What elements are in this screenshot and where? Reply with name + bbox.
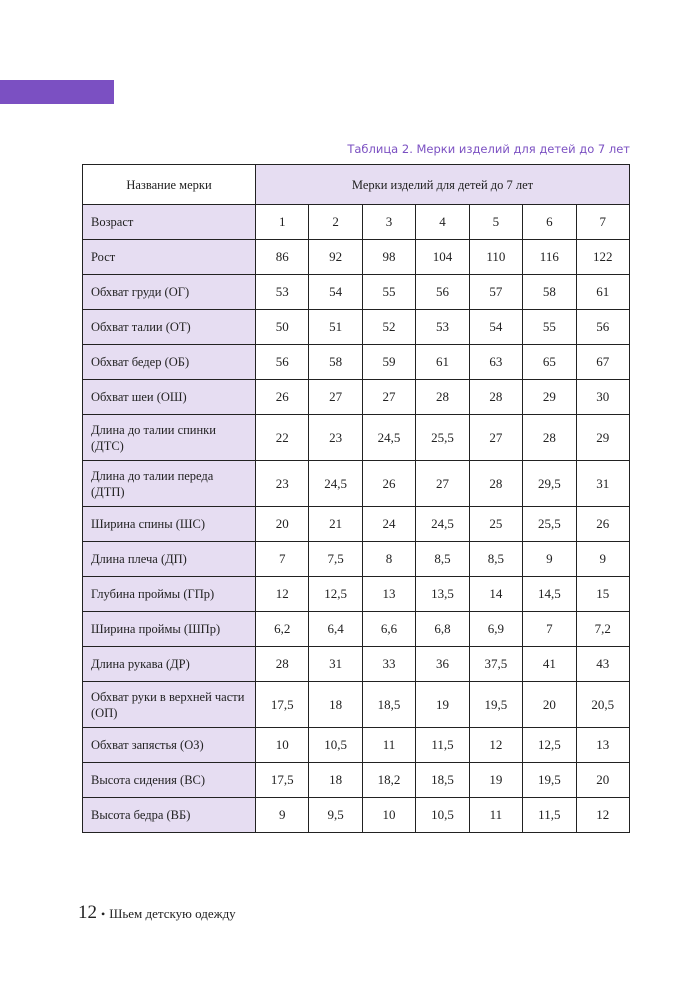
table-cell: 28	[416, 380, 469, 415]
table-cell: 61	[576, 275, 629, 310]
table-row	[83, 682, 630, 728]
table-cell: 20	[576, 763, 629, 798]
row-label: Длина плеча (ДП)	[83, 542, 256, 577]
table-cell: 41	[523, 647, 576, 682]
row-label: Обхват руки в верхней части (ОП)	[83, 682, 256, 728]
table-cell: 31	[576, 461, 629, 507]
table-cell: 21	[309, 507, 362, 542]
table-cell: 26	[256, 380, 309, 415]
table-cell: 6,2	[256, 612, 309, 647]
table-cell: 26	[362, 461, 415, 507]
table-cell: 9	[523, 542, 576, 577]
table-cell: 27	[362, 380, 415, 415]
table-cell: 13,5	[416, 577, 469, 612]
table-cell: 6,6	[362, 612, 415, 647]
table-cell: 6,8	[416, 612, 469, 647]
table-cell: 24	[362, 507, 415, 542]
row-label: Обхват шеи (ОШ)	[83, 380, 256, 415]
table-cell: 25	[469, 507, 522, 542]
table-cell: 53	[256, 275, 309, 310]
table-cell: 37,5	[469, 647, 522, 682]
table-cell: 28	[469, 380, 522, 415]
table-cell: 56	[256, 345, 309, 380]
table-cell: 122	[576, 240, 629, 275]
table-cell: 20	[256, 507, 309, 542]
row-label: Длина до талии переда (ДТП)	[83, 461, 256, 507]
table-cell: 28	[256, 647, 309, 682]
row-label: Возраст	[83, 205, 256, 240]
row-label: Обхват запястья (ОЗ)	[83, 728, 256, 763]
table-cell: 54	[469, 310, 522, 345]
table-cell: 29,5	[523, 461, 576, 507]
page-footer	[78, 902, 236, 924]
table-cell: 27	[309, 380, 362, 415]
table-cell: 23	[256, 461, 309, 507]
table-row	[83, 507, 630, 542]
table-cell: 4	[416, 205, 469, 240]
row-label: Обхват бедер (ОБ)	[83, 345, 256, 380]
table-cell: 5	[469, 205, 522, 240]
table-cell: 10	[362, 798, 415, 833]
table-cell: 12	[469, 728, 522, 763]
row-label: Длина до талии спинки (ДТС)	[83, 415, 256, 461]
table-cell: 56	[416, 275, 469, 310]
table-cell: 53	[416, 310, 469, 345]
accent-bar	[0, 80, 114, 104]
table-cell: 7,2	[576, 612, 629, 647]
table-row	[83, 380, 630, 415]
table-cell: 22	[256, 415, 309, 461]
table-cell: 54	[309, 275, 362, 310]
table-cell: 18	[309, 763, 362, 798]
table-row	[83, 728, 630, 763]
table-cell: 58	[309, 345, 362, 380]
book-title: Шьем детскую одежду	[109, 906, 236, 921]
table-cell: 52	[362, 310, 415, 345]
table-cell: 25,5	[523, 507, 576, 542]
row-label: Ширина проймы (ШПр)	[83, 612, 256, 647]
table-cell: 67	[576, 345, 629, 380]
table-cell: 1	[256, 205, 309, 240]
table-cell: 17,5	[256, 682, 309, 728]
table-cell: 10,5	[309, 728, 362, 763]
row-label: Обхват талии (ОТ)	[83, 310, 256, 345]
table-cell: 55	[362, 275, 415, 310]
table-cell: 6,4	[309, 612, 362, 647]
table-header-row	[83, 165, 630, 205]
table-cell: 24,5	[416, 507, 469, 542]
table-cell: 33	[362, 647, 415, 682]
row-label: Длина рукава (ДР)	[83, 647, 256, 682]
table-cell: 20	[523, 682, 576, 728]
measurements-table	[82, 164, 630, 833]
table-cell: 18,2	[362, 763, 415, 798]
table-row	[83, 542, 630, 577]
table-cell: 56	[576, 310, 629, 345]
table-cell: 110	[469, 240, 522, 275]
table-cell: 2	[309, 205, 362, 240]
table-cell: 12	[576, 798, 629, 833]
header-name-label: Название мерки	[83, 165, 256, 205]
table-cell: 8,5	[469, 542, 522, 577]
table-cell: 116	[523, 240, 576, 275]
table-cell: 55	[523, 310, 576, 345]
table-row	[83, 461, 630, 507]
table-cell: 57	[469, 275, 522, 310]
table-cell: 26	[576, 507, 629, 542]
table-cell: 15	[576, 577, 629, 612]
table-cell: 63	[469, 345, 522, 380]
table-cell: 20,5	[576, 682, 629, 728]
row-label: Обхват груди (ОГ)	[83, 275, 256, 310]
table-cell: 6,9	[469, 612, 522, 647]
table-cell: 58	[523, 275, 576, 310]
table-cell: 3	[362, 205, 415, 240]
row-label: Глубина проймы (ГПр)	[83, 577, 256, 612]
table-cell: 7	[576, 205, 629, 240]
table-cell: 13	[576, 728, 629, 763]
table-cell: 29	[576, 415, 629, 461]
table-cell: 14	[469, 577, 522, 612]
table-cell: 9	[576, 542, 629, 577]
table-cell: 27	[469, 415, 522, 461]
table-cell: 30	[576, 380, 629, 415]
table-cell: 19	[469, 763, 522, 798]
table-cell: 17,5	[256, 763, 309, 798]
table-cell: 51	[309, 310, 362, 345]
header-group-label: Мерки изделий для детей до 7 лет	[256, 165, 630, 205]
table-cell: 50	[256, 310, 309, 345]
table-cell: 92	[309, 240, 362, 275]
table-row	[83, 240, 630, 275]
table-cell: 8,5	[416, 542, 469, 577]
table-cell: 8	[362, 542, 415, 577]
table-cell: 11	[469, 798, 522, 833]
table-row	[83, 577, 630, 612]
table-cell: 31	[309, 647, 362, 682]
table-row	[83, 205, 630, 240]
table-cell: 24,5	[309, 461, 362, 507]
table-cell: 59	[362, 345, 415, 380]
table-row	[83, 798, 630, 833]
table-cell: 19,5	[523, 763, 576, 798]
table-cell: 9	[256, 798, 309, 833]
table-cell: 11,5	[523, 798, 576, 833]
table-cell: 18,5	[416, 763, 469, 798]
table-cell: 18	[309, 682, 362, 728]
table-cell: 29	[523, 380, 576, 415]
table-cell: 12	[256, 577, 309, 612]
row-label: Высота сидения (ВС)	[83, 763, 256, 798]
table-cell: 19	[416, 682, 469, 728]
table-cell: 14,5	[523, 577, 576, 612]
table-caption: Таблица 2. Мерки изделий для детей до 7 лет	[347, 142, 630, 156]
table-cell: 11	[362, 728, 415, 763]
table-cell: 65	[523, 345, 576, 380]
table-cell: 19,5	[469, 682, 522, 728]
table-cell: 28	[469, 461, 522, 507]
table-cell: 28	[523, 415, 576, 461]
table-cell: 98	[362, 240, 415, 275]
table-cell: 7,5	[309, 542, 362, 577]
table-cell: 7	[256, 542, 309, 577]
footer-separator: •	[101, 907, 106, 921]
table-row	[83, 345, 630, 380]
table-row	[83, 275, 630, 310]
table-cell: 23	[309, 415, 362, 461]
table-cell: 104	[416, 240, 469, 275]
row-label: Ширина спины (ШС)	[83, 507, 256, 542]
table-cell: 9,5	[309, 798, 362, 833]
row-label: Высота бедра (ВБ)	[83, 798, 256, 833]
table-cell: 12,5	[523, 728, 576, 763]
table-row	[83, 310, 630, 345]
table-row	[83, 415, 630, 461]
table-cell: 10	[256, 728, 309, 763]
table-cell: 13	[362, 577, 415, 612]
table-cell: 61	[416, 345, 469, 380]
table-cell: 36	[416, 647, 469, 682]
table-cell: 18,5	[362, 682, 415, 728]
page-number: 12	[78, 902, 97, 923]
table-cell: 27	[416, 461, 469, 507]
table-cell: 43	[576, 647, 629, 682]
table-row	[83, 763, 630, 798]
table-cell: 7	[523, 612, 576, 647]
table-row	[83, 647, 630, 682]
table-cell: 10,5	[416, 798, 469, 833]
table-cell: 11,5	[416, 728, 469, 763]
table-cell: 86	[256, 240, 309, 275]
table-cell: 12,5	[309, 577, 362, 612]
table-row	[83, 612, 630, 647]
table-cell: 25,5	[416, 415, 469, 461]
table-cell: 24,5	[362, 415, 415, 461]
row-label: Рост	[83, 240, 256, 275]
table-cell: 6	[523, 205, 576, 240]
